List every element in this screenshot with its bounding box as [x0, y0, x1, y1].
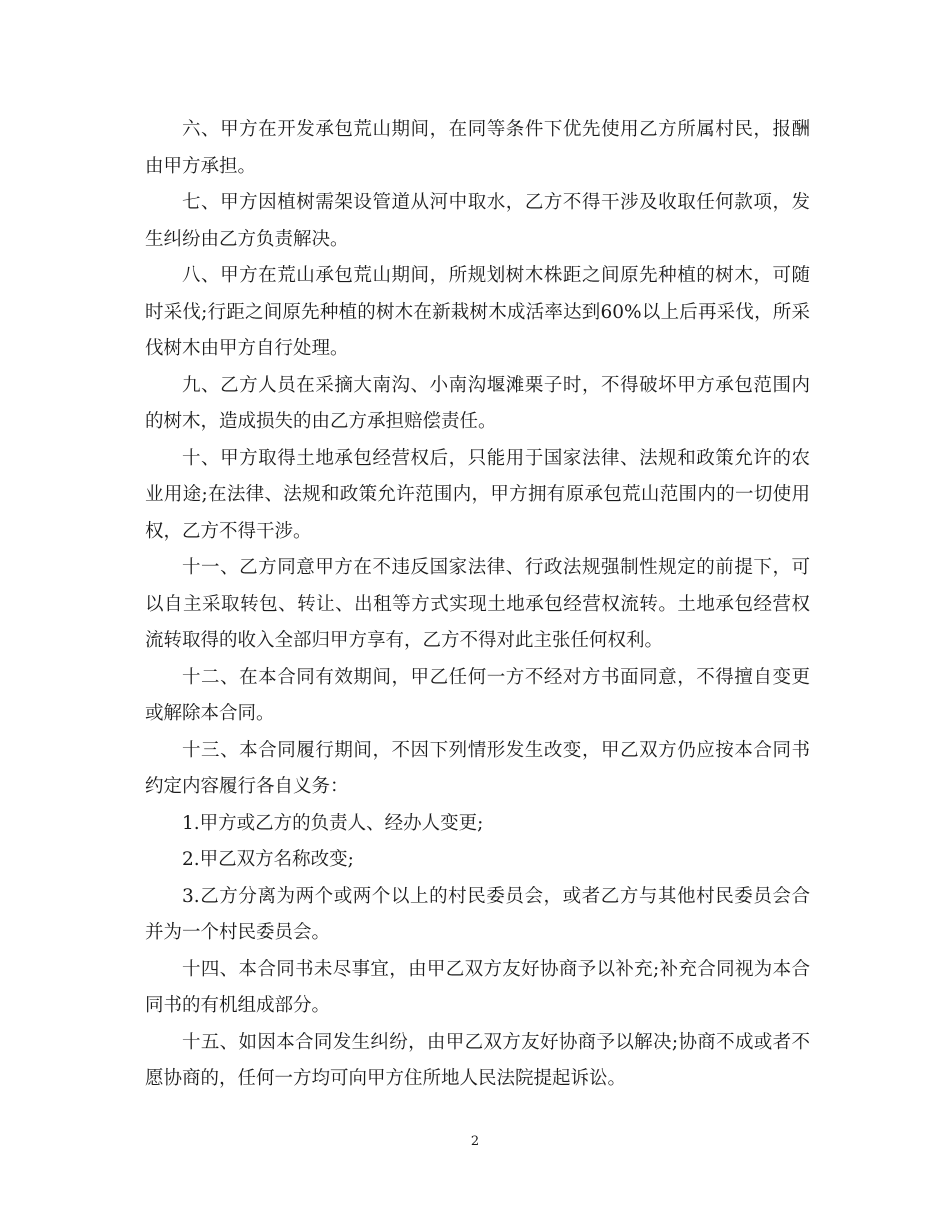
page-number: 2 [470, 1134, 480, 1149]
clause-9: 九、乙方人员在采摘大南沟、小南沟堰滩栗子时，不得破坏甲方承包范围内的树木，造成损失的由乙方承担赔偿责任。 [145, 374, 810, 432]
clause-12: 十二、在本合同有效期间，甲乙任何一方不经对方书面同意，不得擅自变更或解除本合同。 [145, 666, 810, 724]
clause-8: 八、甲方在荒山承包荒山期间，所规划树木株距之间原先种植的树木，可随时采伐;行距之间原先种植的树木在新栽树木成活率达到60%以上后再采伐，所采伐树木由甲方自行处理。 [145, 265, 810, 359]
clause-7: 七、甲方因植树需架设管道从河中取水，乙方不得干涉及收取任何款项，发生纠纷由乙方负责解决。 [145, 192, 810, 250]
contract-body [145, 112, 810, 1098]
clause-13-item-1: 1.甲方或乙方的负责人、经办人变更; [182, 812, 484, 834]
clause-13-item-2: 2.甲乙双方名称改变; [182, 849, 354, 870]
clause-6: 六、甲方在开发承包荒山期间，在同等条件下优先使用乙方所属村民，报酬由甲方承担。 [145, 119, 810, 177]
clause-14: 十四、本合同书未尽事宜，由甲乙双方友好协商予以补充;补充合同视为本合同书的有机组成部分。 [145, 958, 810, 1016]
clause-13: 十三、本合同履行期间，不因下列情形发生改变，甲乙双方仍应按本合同书约定内容履行各自义务： [145, 739, 810, 797]
clause-11: 十一、乙方同意甲方在不违反国家法律、行政法规强制性规定的前提下，可以自主采取转包、转让、出租等方式实现土地承包经营权流转。土地承包经营权流转取得的收入全部归甲方享有，乙方不得对此主张任何权利。 [145, 557, 810, 651]
clause-10: 十、甲方取得土地承包经营权后，只能用于国家法律、法规和政策允许的农业用途;在法律、法规和政策允许范围内，甲方拥有原承包荒山范围内的一切使用权，乙方不得干涉。 [145, 447, 810, 542]
clause-15: 十五、如因本合同发生纠纷，由甲乙双方友好协商予以解决;协商不成或者不愿协商的，任何一方均可向甲方住所地人民法院提起诉讼。 [145, 1031, 810, 1089]
clause-13-item-3: 3.乙方分离为两个或两个以上的村民委员会，或者乙方与其他村民委员会合并为一个村民委员会。 [145, 885, 810, 943]
